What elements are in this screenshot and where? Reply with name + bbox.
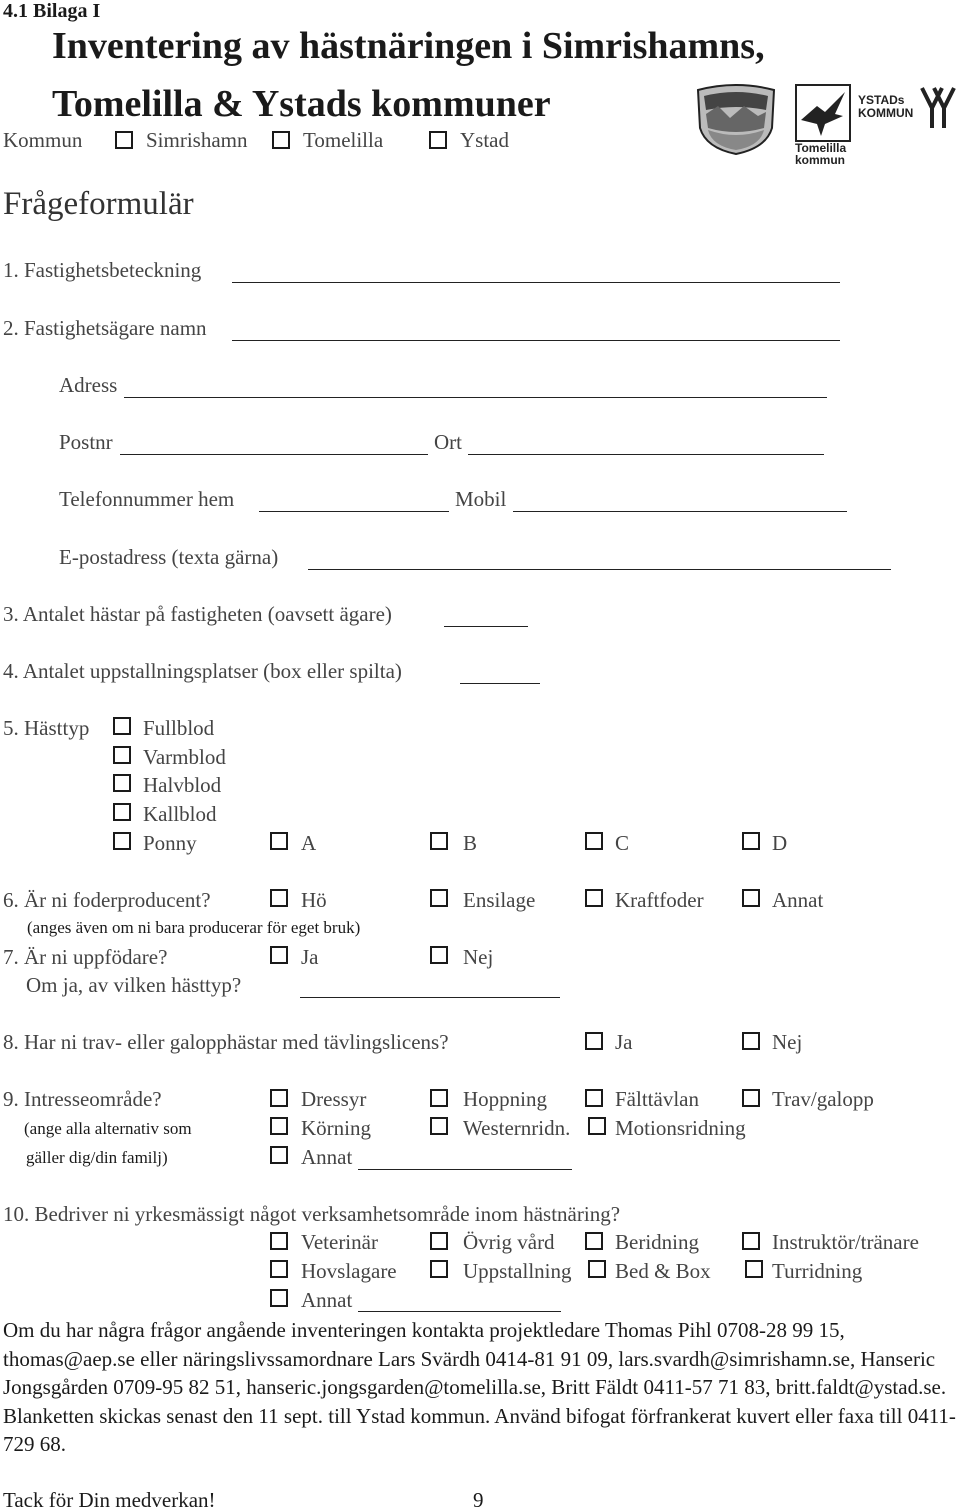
option-label: Nej [463,945,494,969]
page-title-line1: Inventering av hästnäringen i Simrishamns, [52,25,765,67]
licens-nej-checkbox[interactable] [742,1032,760,1050]
kommun-option-label: Ystad [460,128,509,152]
option-label: Körning [301,1116,371,1140]
option-label: Instruktör/tränare [772,1230,919,1254]
dressyr-checkbox[interactable] [270,1089,288,1107]
ponny-checkbox[interactable] [113,832,131,850]
option-label: Ponny [143,831,197,855]
option-label: Dressyr [301,1087,367,1111]
owner-name-field[interactable] [232,340,840,341]
uppstallning-checkbox[interactable] [430,1260,448,1278]
instruktor-checkbox[interactable] [742,1232,760,1250]
contact-paragraph: Om du har några frågor angående inventeringen kontakta projektledare Thomas Pihl 0708-28 99 15, thomas@aep.se eller näringslivssamordnare Lars Svärdh 0414-81 91 09, lars.svardh@simrishamn.se, Hanseric Jongsgården 0709-95 82 51, hanseric.jongsgarden@tomelilla.se, Britt Fäldt 0411-57 71 83, britt.faldt@ystad.se. Blanketten skickas senast den 11 sept. till Ystad kommun. Använd bifogat förfrankerat kuvert eller faxa till 0411-729 68. [3,1318,956,1456]
licens-ja-checkbox[interactable] [585,1032,603,1050]
option-label: Trav/galopp [772,1087,874,1111]
option-label: Fullblod [143,716,215,740]
page-number: 9 [473,1488,484,1512]
option-label: D [772,831,788,855]
option-label: Varmblod [143,745,226,769]
page-title-line2: Tomelilla & Ystads kommuner [52,83,551,125]
option-label: Annat [772,888,824,912]
option-label: C [615,831,630,855]
option-label: Fälttävlan [615,1087,699,1111]
epost-label: E-postadress (texta gärna) [59,545,279,569]
q6-note: (anges även om ni bara producerar för eget bruk) [27,918,361,937]
turridning-checkbox[interactable] [745,1260,763,1278]
postnr-field[interactable] [120,454,428,455]
option-label: Halvblod [143,773,222,797]
kraftfoder-checkbox[interactable] [585,889,603,907]
uppfodare-ja-checkbox[interactable] [270,946,288,964]
kommun-ystad-checkbox[interactable] [429,131,447,149]
postnr-label: Postnr [59,430,113,454]
q5-label: 5. Hästtyp [3,716,90,740]
form-title: Frågeformulär [3,186,194,222]
epost-field[interactable] [308,569,891,570]
motionsridning-checkbox[interactable] [588,1117,606,1135]
simrishamn-coat-of-arms-logo [694,84,778,156]
westernridn-checkbox[interactable] [430,1117,448,1135]
kommun-tomelilla-checkbox[interactable] [272,131,290,149]
adress-label: Adress [59,373,118,397]
kommun-simrishamn-checkbox[interactable] [115,131,133,149]
ort-field[interactable] [468,454,824,455]
option-label: Övrig vård [463,1230,555,1254]
mobil-field[interactable] [513,511,847,512]
option-label: Hovslagare [301,1259,397,1283]
q1-label: 1. Fastighetsbeteckning [3,258,202,282]
tel-hem-label: Telefonnummer hem [59,487,235,511]
verksamhet-annat-field[interactable] [358,1311,561,1312]
q7-breed-field[interactable] [300,997,560,998]
option-label: Ja [301,945,319,969]
option-label: Motionsridning [615,1116,746,1140]
hovslagare-checkbox[interactable] [270,1260,288,1278]
foder-annat-checkbox[interactable] [742,889,760,907]
option-label: Annat [301,1145,353,1169]
fullblod-checkbox[interactable] [113,717,131,735]
varmblod-checkbox[interactable] [113,746,131,764]
kommun-label: Kommun [3,128,83,152]
adress-field[interactable] [124,397,827,398]
option-label: Hö [301,888,327,912]
q3-label: 3. Antalet hästar på fastigheten (oavsett ägare) [3,602,392,626]
ponny-d-checkbox[interactable] [742,832,760,850]
q4-label: 4. Antalet uppstallningsplatser (box eller spilta) [3,659,402,683]
q9-label: 9. Intresseområde? [3,1087,162,1111]
option-label: Kraftfoder [615,888,704,912]
kommun-option-label: Tomelilla [303,128,384,152]
q9-note-line1: (ange alla alternativ som [24,1119,192,1138]
option-label: A [301,831,317,855]
ovrig-vard-checkbox[interactable] [430,1232,448,1250]
q6-label: 6. Är ni foderproducent? [3,888,211,912]
option-label: Nej [772,1030,803,1054]
mobil-label: Mobil [455,487,507,511]
uppfodare-nej-checkbox[interactable] [430,946,448,964]
ponny-b-checkbox[interactable] [430,832,448,850]
ensilage-checkbox[interactable] [430,889,448,907]
falttavlan-checkbox[interactable] [585,1089,603,1107]
tomelilla-logo [795,84,851,170]
option-label: Westernridn. [463,1116,571,1140]
intresse-annat-field[interactable] [358,1169,572,1170]
ponny-a-checkbox[interactable] [270,832,288,850]
option-label: Bed & Box [615,1259,711,1283]
option-label: Veterinär [301,1230,378,1254]
option-label: Uppstallning [463,1259,572,1283]
kallblod-checkbox[interactable] [113,803,131,821]
q7-followup-label: Om ja, av vilken hästtyp? [26,973,242,997]
stall-count-field[interactable] [460,683,540,684]
kommun-option-label: Simrishamn [146,128,248,152]
option-label: Hoppning [463,1087,547,1111]
ystad-logo: YSTADs KOMMUN [858,86,958,132]
bed-box-checkbox[interactable] [588,1260,606,1278]
ho-checkbox[interactable] [270,889,288,907]
q2-label: 2. Fastighetsägare namn [3,316,207,340]
tomelilla-logo-text: Tomelilla kommun [795,141,847,167]
option-label: Beridning [615,1230,699,1254]
q10-label: 10. Bedriver ni yrkesmässigt något verksamhetsområde inom hästnäring? [3,1202,621,1226]
option-label: Annat [301,1288,353,1312]
halvblod-checkbox[interactable] [113,774,131,792]
hoppning-checkbox[interactable] [430,1089,448,1107]
thanks-text: Tack för Din medverkan! [3,1488,216,1512]
korning-checkbox[interactable] [270,1117,288,1135]
fastighetsbeteckning-field[interactable] [232,282,840,283]
q9-note-line2: gäller dig/din familj) [26,1148,168,1167]
option-label: Turridning [772,1259,863,1283]
appendix-label: 4.1 Bilaga I [3,0,101,22]
ort-label: Ort [434,430,462,454]
option-label: Ja [615,1030,633,1054]
trav-galopp-checkbox[interactable] [742,1089,760,1107]
intresse-annat-checkbox[interactable] [270,1146,288,1164]
option-label: Kallblod [143,802,217,826]
option-label: B [463,831,478,855]
verksamhet-annat-checkbox[interactable] [270,1289,288,1307]
q7-label: 7. Är ni uppfödare? [3,945,168,969]
veterinar-checkbox[interactable] [270,1232,288,1250]
horse-count-field[interactable] [444,626,528,627]
option-label: Ensilage [463,888,536,912]
q8-label: 8. Har ni trav- eller galopphästar med tävlingslicens? [3,1030,449,1054]
beridning-checkbox[interactable] [585,1232,603,1250]
ponny-c-checkbox[interactable] [585,832,603,850]
tel-hem-field[interactable] [259,511,449,512]
